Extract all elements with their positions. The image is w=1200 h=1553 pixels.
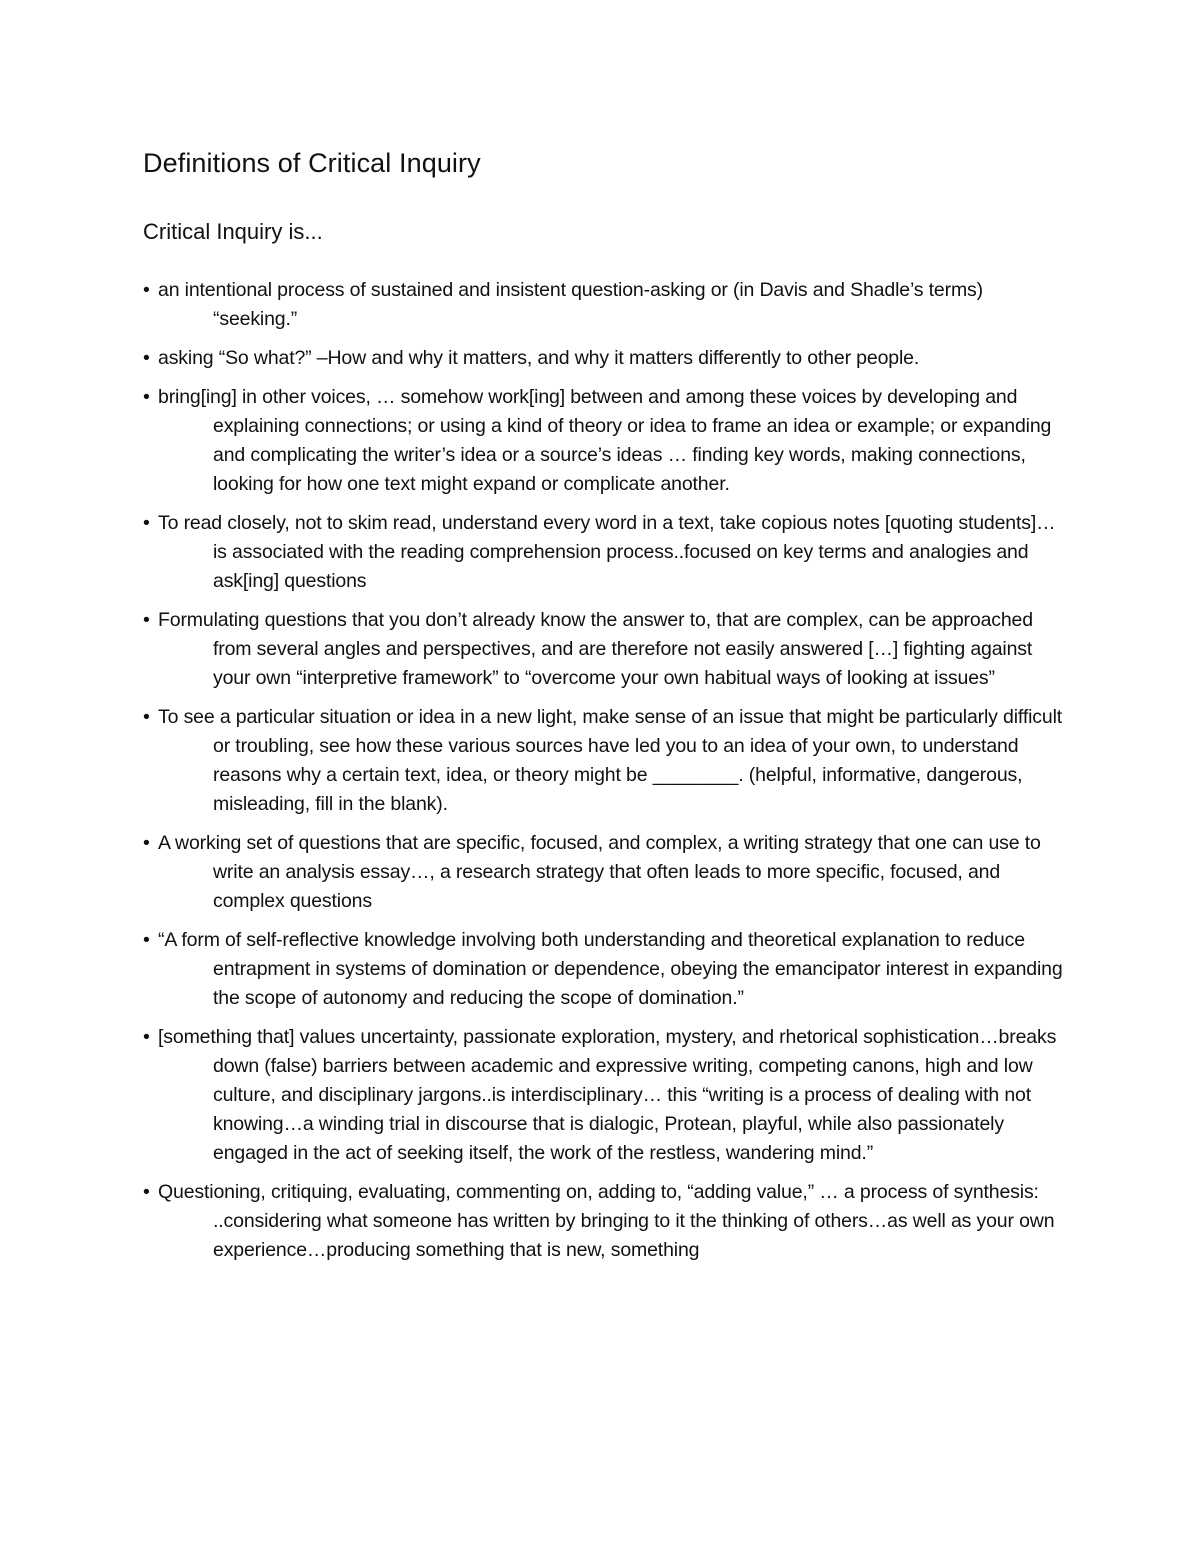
list-item-text: an intentional process of sustained and insistent question-asking or (in Davis and Shadle’s terms) “seeking.” [158, 279, 983, 330]
list-item-text: [something that] values uncertainty, passionate exploration, mystery, and rhetorical sophistication…breaks down (false) barriers between academic and expressive writing, competing canons, high and low culture, and disciplinary jargons..is interdisciplinary… this “writing is a process of dealing with not knowing…a winding trial in discourse that is dialogic, Protean, playful, while also passionately engaged in the act of seeking itself, the work of the restless, wandering mind.” [158, 1026, 1057, 1164]
bullet-icon: • [143, 832, 150, 854]
list-item [143, 829, 1063, 916]
bullet-icon: • [143, 609, 150, 631]
list-item [143, 383, 1063, 499]
list-item [143, 1178, 1063, 1265]
bullet-icon: • [143, 706, 150, 728]
bullet-icon: • [143, 929, 150, 951]
bullet-icon: • [143, 386, 150, 408]
definition-list [143, 276, 1063, 1275]
bullet-icon: • [143, 1181, 150, 1203]
bullet-icon: • [143, 512, 150, 534]
list-item-text: To see a particular situation or idea in a new light, make sense of an issue that might be particularly difficult or troubling, see how these various sources have led you to an idea of your own, to understand reasons why a certain text, idea, or theory might be ________. (helpful, informative, dangerous, misleading, fill in the blank). [158, 706, 1063, 815]
list-item [143, 344, 1063, 373]
list-item [143, 703, 1063, 819]
list-item-text: bring[ing] in other voices, … somehow work[ing] between and among these voices by developing and explaining connections; or using a kind of theory or idea to frame an idea or example; or expanding and complicating the writer’s idea or a source’s ideas … finding key words, making connections, looking for how one text might expand or complicate another. [158, 386, 1052, 495]
bullet-icon: • [143, 1026, 150, 1048]
list-item-text: Questioning, critiquing, evaluating, commenting on, adding to, “adding value,” … a process of synthesis: ..considering what someone has written by bringing to it the thinking of others…as well as your own experience…producing something that is new, something [158, 1181, 1055, 1261]
list-item [143, 926, 1063, 1013]
list-item-text: asking “So what?” –How and why it matters, and why it matters differently to other people. [158, 347, 920, 369]
list-item [143, 606, 1063, 693]
section-heading: Critical Inquiry is... [143, 219, 323, 244]
page-title: Definitions of Critical Inquiry [143, 148, 481, 178]
list-item-text: A working set of questions that are specific, focused, and complex, a writing strategy that one can use to write an analysis essay…, a research strategy that often leads to more specific, focused, and complex questions [158, 832, 1041, 912]
list-item [143, 1023, 1063, 1168]
bullet-icon: • [143, 347, 150, 369]
list-item [143, 509, 1063, 596]
list-item-text: Formulating questions that you don’t already know the answer to, that are complex, can be approached from several angles and perspectives, and are therefore not easily answered […] fighting against your own “interpretive framework” to “overcome your own habitual ways of looking at issues” [158, 609, 1033, 689]
bullet-icon: • [143, 279, 150, 301]
list-item [143, 276, 1063, 334]
list-item-text: To read closely, not to skim read, understand every word in a text, take copious notes [quoting students]… is associated with the reading comprehension process..focused on key terms and analogies and ask[ing] questions [158, 512, 1056, 592]
list-item-text: “A form of self-reflective knowledge involving both understanding and theoretical explanation to reduce entrapment in systems of domination or dependence, obeying the emancipator interest in expanding the scope of autonomy and reducing the scope of domination.” [158, 929, 1063, 1009]
